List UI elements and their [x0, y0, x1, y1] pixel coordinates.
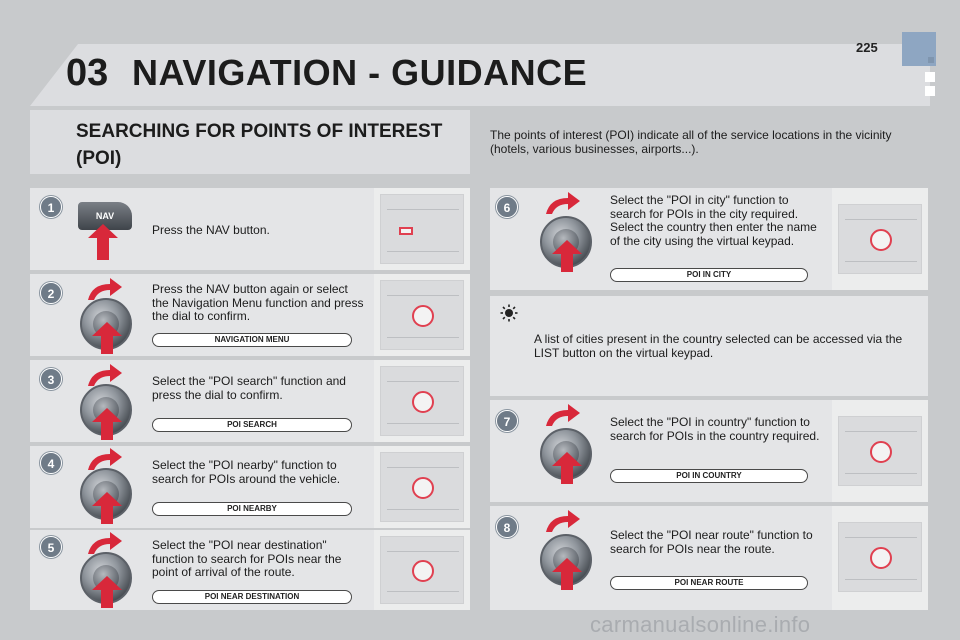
menu-label-poi-nearby: POI NEARBY — [152, 502, 352, 516]
chapter-number: 03 — [66, 52, 109, 94]
menu-label-navigation: NAVIGATION MENU — [152, 333, 352, 347]
press-arrow-icon — [552, 452, 582, 484]
step-8-device-image — [838, 522, 922, 592]
step-1-device-image — [380, 194, 464, 264]
step-4-device-image — [380, 452, 464, 522]
rotate-arrow-icon — [544, 192, 580, 216]
step-2-badge: 2 — [40, 282, 62, 304]
menu-label-poi-near-destination: POI NEAR DESTINATION — [152, 590, 352, 604]
press-arrow-icon — [552, 558, 582, 590]
step-6-text: Select the "POI in city" function to search for POIs in the city required. Select the country then enter the name of the city using the virtual keypad. — [610, 193, 817, 248]
step-1-text: Press the NAV button. — [152, 223, 270, 237]
menu-label-poi-near-route: POI NEAR ROUTE — [610, 576, 808, 590]
press-arrow-icon — [92, 492, 122, 524]
menu-label-poi-in-country: POI IN COUNTRY — [610, 469, 808, 483]
tip-text: A list of cities present in the country selected can be accessed via the LIST button on the virtual keypad. — [534, 332, 903, 360]
step-6-device-image — [838, 204, 922, 274]
step-2-text: Press the NAV button again or select the Navigation Menu function and press the dial to confirm. — [152, 282, 364, 323]
corner-square-small-2 — [925, 86, 935, 96]
step-2-device-image — [380, 280, 464, 350]
step-7-text: Select the "POI in country" function to search for POIs in the country required. — [610, 415, 820, 443]
step-5-device-image — [380, 536, 464, 604]
step-5-badge: 5 — [40, 536, 62, 558]
step-6-badge: 6 — [496, 196, 518, 218]
press-arrow-icon — [88, 224, 118, 260]
step-5-text: Select the "POI near destination" function to search for POIs near the point of arrival of the route. — [152, 538, 342, 579]
rotate-arrow-icon — [544, 510, 580, 534]
corner-square-dot — [928, 57, 934, 63]
step-7-badge: 7 — [496, 410, 518, 432]
menu-label-poi-in-city: POI IN CITY — [610, 268, 808, 282]
page-number: 225 — [856, 40, 878, 55]
press-arrow-icon — [92, 322, 122, 354]
step-4-text: Select the "POI nearby" function to search for POIs around the vehicle. — [152, 458, 341, 486]
step-8-text: Select the "POI near route" function to search for POIs near the route. — [610, 528, 813, 556]
step-3-device-image — [380, 366, 464, 436]
corner-square-small-1 — [925, 72, 935, 82]
step-1-badge: 1 — [40, 196, 62, 218]
step-3-badge: 3 — [40, 368, 62, 390]
section-intro: The points of interest (POI) indicate all of the service locations in the vicinity (hotels, various businesses, airports...). — [490, 128, 892, 156]
rotate-arrow-icon — [544, 404, 580, 428]
watermark: carmanualsonline.info — [590, 612, 811, 637]
section-title: SEARCHING FOR POINTS OF INTEREST (POI) — [76, 121, 443, 169]
step-4-badge: 4 — [40, 452, 62, 474]
lightbulb-icon — [500, 304, 518, 322]
menu-label-poi-search: POI SEARCH — [152, 418, 352, 432]
step-8-badge: 8 — [496, 516, 518, 538]
press-arrow-icon — [552, 240, 582, 272]
step-3-text: Select the "POI search" function and press the dial to confirm. — [152, 374, 346, 402]
page-title: NAVIGATION - GUIDANCE — [132, 52, 588, 93]
step-7-device-image — [838, 416, 922, 486]
nav-button: NAV — [78, 202, 132, 230]
press-arrow-icon — [92, 576, 122, 608]
press-arrow-icon — [92, 408, 122, 440]
